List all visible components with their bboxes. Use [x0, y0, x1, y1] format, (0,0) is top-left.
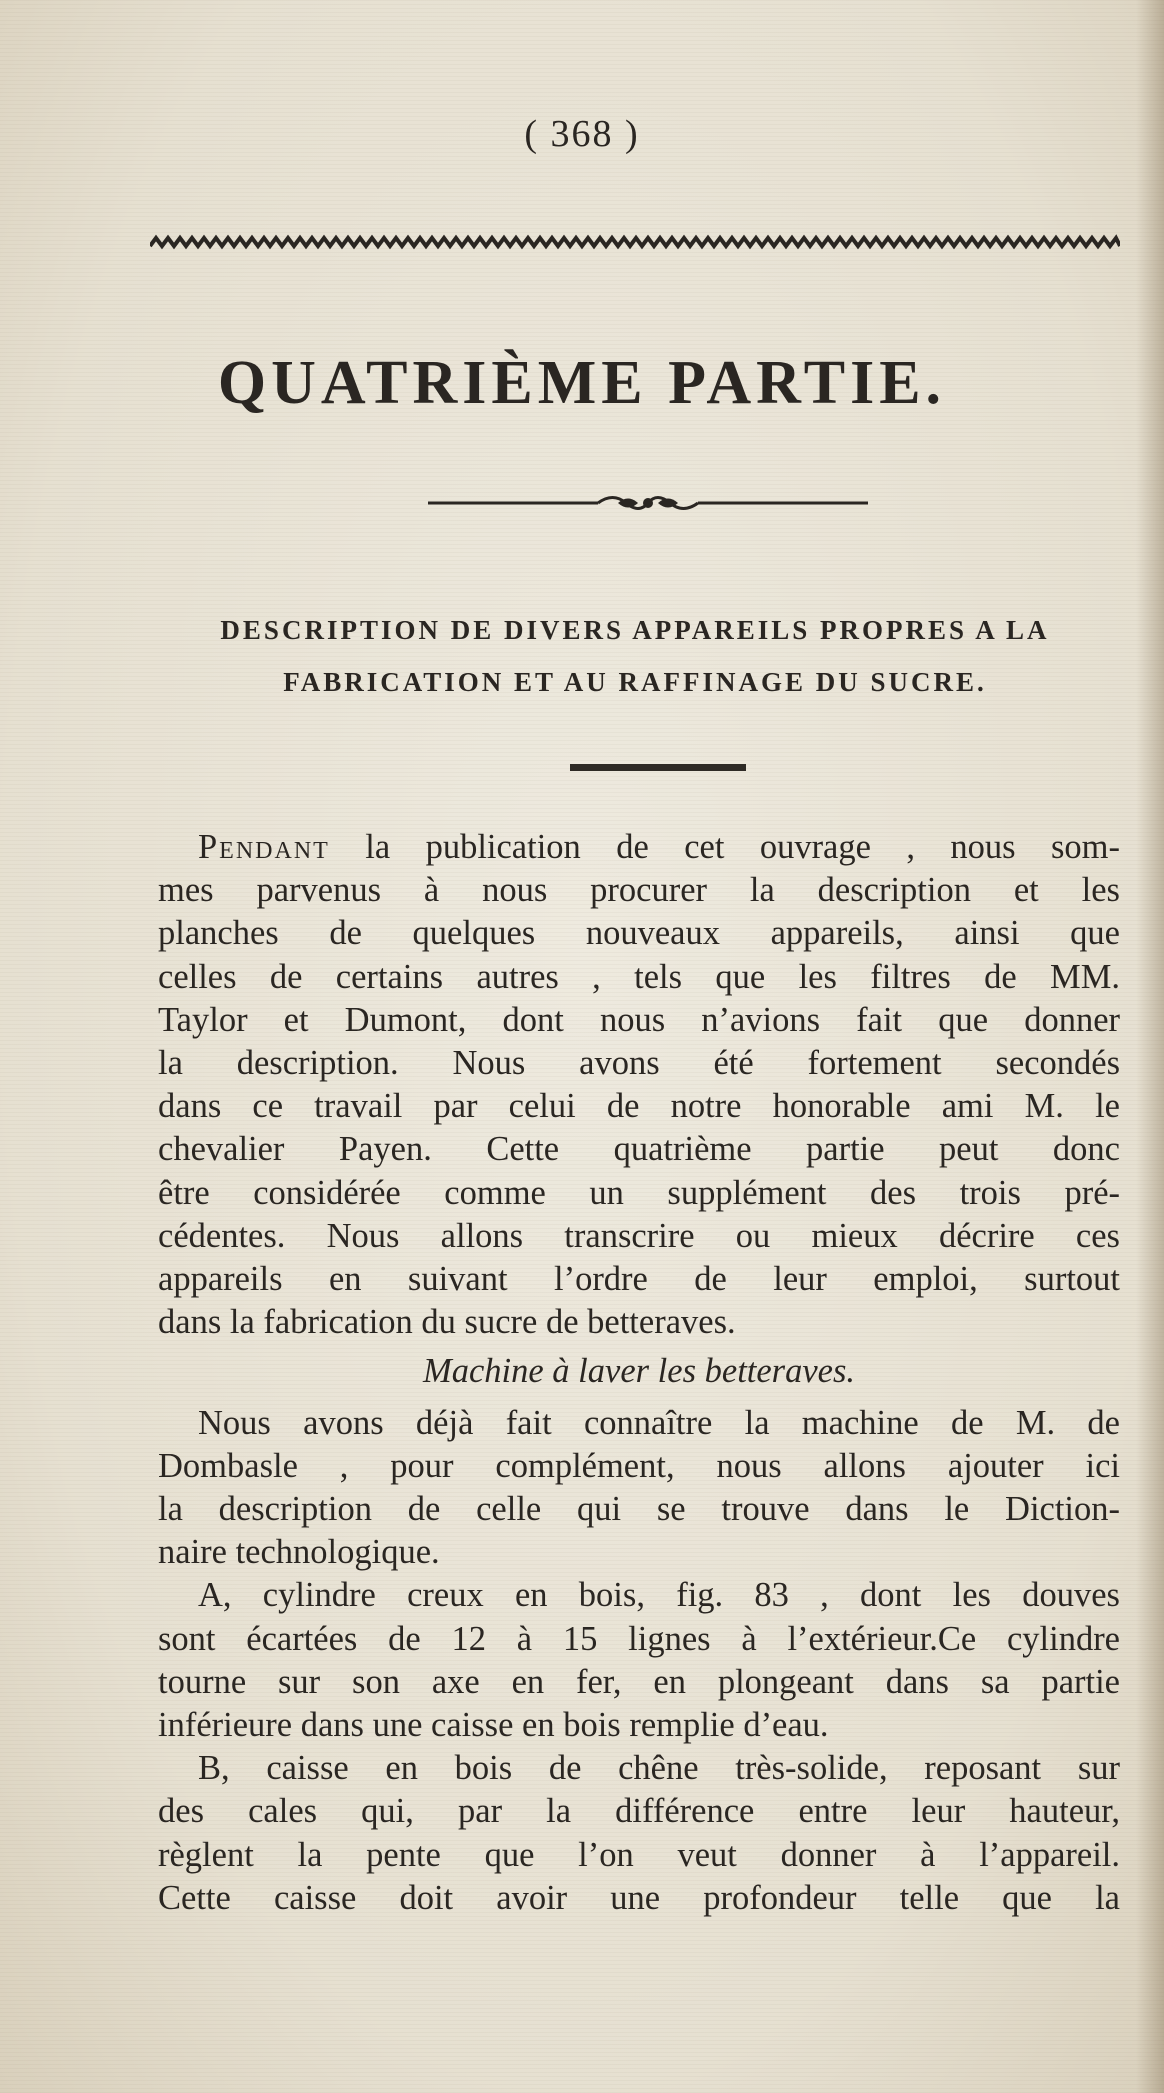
- paragraph-2-line: Dombasle , pour complément, nous allons ajouter ici: [158, 1446, 1120, 1485]
- paragraph-1-line: dans la fabrication du sucre de betteraves.: [158, 1303, 736, 1342]
- paragraph-3-line: A, cylindre creux en bois, fig. 83 , dont les douves: [198, 1576, 1120, 1615]
- short-rule: [570, 764, 746, 771]
- section-heading: [150, 604, 1120, 708]
- paragraph-3-line: sont écartées de 12 à 15 lignes à l’extérieur.Ce cylindre: [158, 1619, 1120, 1658]
- paragraph-1-line: planches de quelques nouveaux appareils, ainsi que: [158, 914, 1120, 953]
- zigzag-rule: [150, 232, 1120, 254]
- lead-word: Pendant: [198, 828, 330, 866]
- paragraph-1-line: Pendant la publication de cet ouvrage , nous som-: [198, 828, 1120, 866]
- paragraph-4-line: des cales qui, par la différence entre leur hauteur,: [158, 1792, 1120, 1831]
- page-edge-shadow: [1136, 0, 1164, 2093]
- paragraph-1-line: cédentes. Nous allons transcrire ou mieux décrire ces: [158, 1216, 1120, 1255]
- paragraph-2-line: naire technologique.: [158, 1533, 440, 1572]
- paragraph-4-line: B, caisse en bois de chêne très-solide, reposant sur: [198, 1749, 1120, 1788]
- paragraph-2-line: Nous avons déjà fait connaître la machine de M. de: [198, 1403, 1120, 1442]
- paragraph-1-line: appareils en suivant l’ordre de leur emploi, surtout: [158, 1260, 1120, 1299]
- paragraph-1-line: mes parvenus à nous procurer la description et les: [158, 871, 1120, 910]
- section-heading-line-2: FABRICATION ET AU RAFFINAGE DU SUCRE.: [283, 667, 987, 697]
- paragraph-4-line: règlent la pente que l’on veut donner à l’appareil.: [158, 1835, 1120, 1874]
- section-heading-line-1: DESCRIPTION DE DIVERS APPAREILS PROPRES A LA: [220, 615, 1050, 645]
- scroll-ornament-divider: [428, 488, 868, 518]
- subheading: Machine à laver les betteraves.: [422, 1352, 856, 1391]
- body-text: [158, 826, 1120, 1920]
- paragraph-1-line: Taylor et Dumont, dont nous n’avions fait que donner: [158, 1000, 1120, 1039]
- paragraph-4-line: Cette caisse doit avoir une profondeur telle que la: [158, 1878, 1120, 1917]
- paragraph-3-line: tourne sur son axe en fer, en plongeant dans sa partie: [158, 1662, 1120, 1701]
- paragraph-1-line: être considérée comme un supplément des trois pré-: [158, 1173, 1120, 1212]
- paragraph-1-line: celles de certains autres , tels que les filtres de MM.: [158, 957, 1120, 996]
- part-title: QUATRIÈME PARTIE.: [217, 349, 947, 417]
- paragraph-1-line: la description. Nous avons été fortement secondés: [158, 1044, 1120, 1083]
- paragraph-1-line: chevalier Payen. Cette quatrième partie peut donc: [158, 1130, 1120, 1169]
- paragraph-2-line: la description de celle qui se trouve dans le Diction-: [158, 1490, 1120, 1529]
- page-number: ( 368 ): [524, 113, 640, 155]
- paragraph-1-line: dans ce travail par celui de notre honorable ami M. le: [158, 1087, 1120, 1126]
- paragraph-3-line: inférieure dans une caisse en bois remplie d’eau.: [158, 1706, 829, 1745]
